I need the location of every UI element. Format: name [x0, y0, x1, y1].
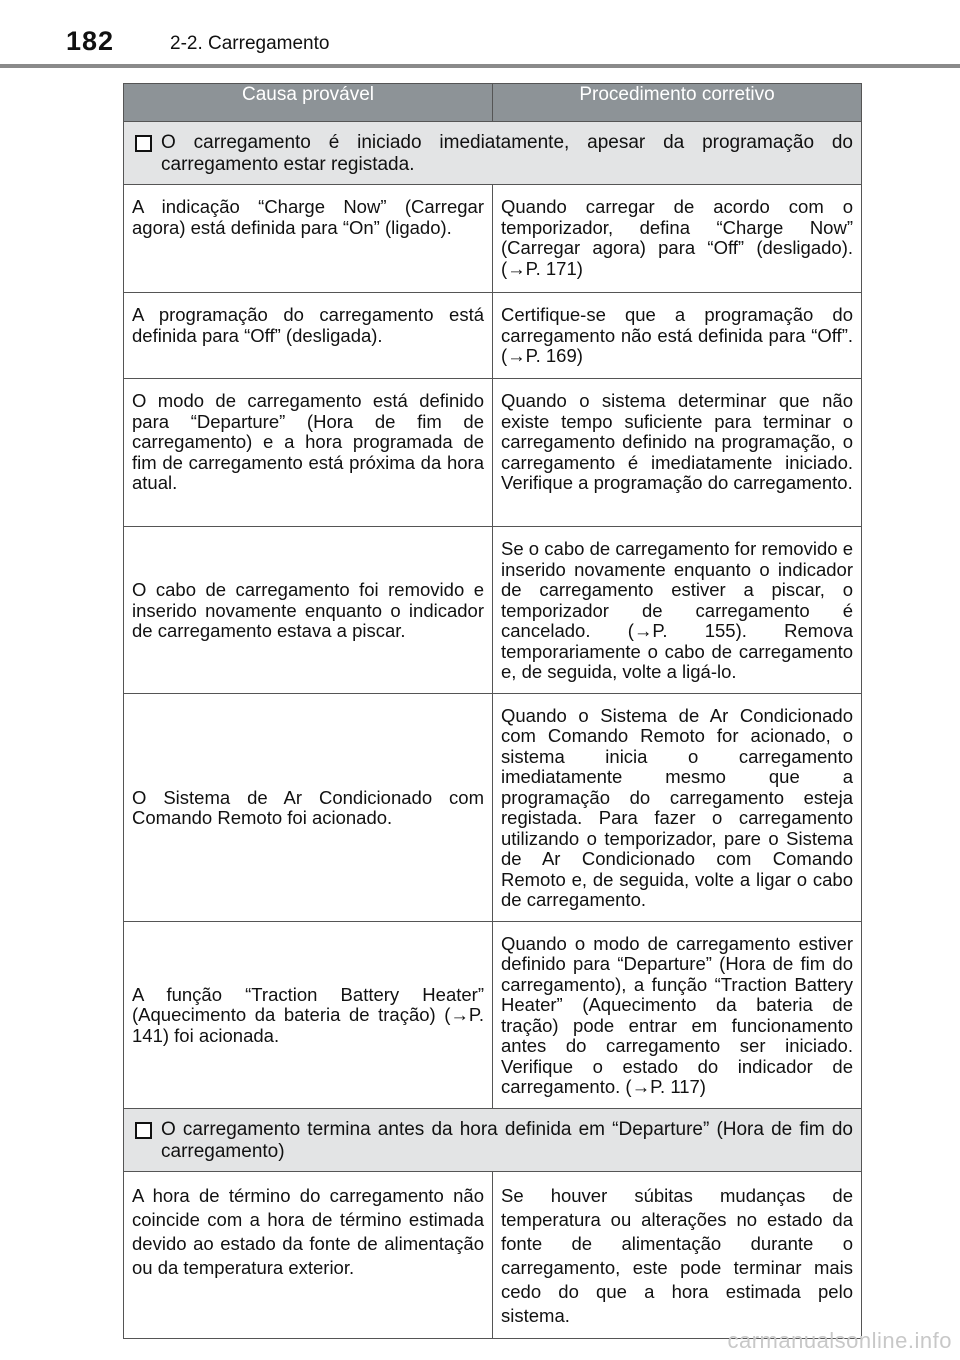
remedy-cell: Se o cabo de carregamento for removido e inserido novamente enquanto o indicador de carregamento estiver a piscar, o temporizador de carregamento é cancelado. (→P. 155). Remova temporariamente o cabo de carregamento e, de seguida, volte a ligá-lo.	[493, 527, 862, 694]
header-rule	[0, 64, 960, 68]
cause-cell: A indicação “Charge Now” (Carregar agora) está definida para “On” (ligado).	[124, 185, 493, 293]
cause-cell: O Sistema de Ar Condicionado com Comando Remoto foi acionado.	[124, 693, 493, 921]
column-header-cause: Causa provável	[124, 84, 493, 122]
group-title: O carregamento termina antes da hora definida em “Departure” (Hora de fim do carregamento)	[161, 1118, 853, 1162]
remedy-cell: Quando o sistema determinar que não existe tempo suficiente para terminar o carregamento definido na programação, o carregamento é imediatamente iniciado. Verifique a programação do carregamento.	[493, 379, 862, 527]
table-row	[124, 693, 862, 921]
remedy-cell: Certifique-se que a programação do carregamento não está definida para “Off”. (→P. 169)	[493, 293, 862, 379]
column-header-remedy: Procedimento corretivo	[493, 84, 862, 122]
cause-cell: A função “Traction Battery Heater” (Aquecimento da bateria de tração) (→P. 141) foi acionada.	[124, 921, 493, 1108]
group-title: O carregamento é iniciado imediatamente, apesar da programação do carregamento estar registada.	[161, 132, 853, 175]
group-row	[124, 122, 862, 185]
cause-cell: A programação do carregamento está definida para “Off” (desligada).	[124, 293, 493, 379]
group-row	[124, 1108, 862, 1171]
watermark: carmanualsonline.info	[727, 1328, 952, 1353]
remedy-cell: Quando carregar de acordo com o temporizador, defina “Charge Now” (Carregar agora) para “Off” (desligado). (→P. 171)	[493, 185, 862, 293]
section-title: 2-2. Carregamento	[170, 33, 330, 54]
checkbox-icon	[135, 1122, 152, 1139]
remedy-cell: Se houver súbitas mudanças de temperatura ou alterações no estado da fonte de alimentação durante o carregamento, este pode terminar mais cedo do que a hora estimada pelo sistema.	[493, 1171, 862, 1338]
table-row	[124, 379, 862, 527]
cause-cell: O modo de carregamento está definido para “Departure” (Hora de fim de carregamento) e a hora programada de fim de carregamento está próxima da hora atual.	[124, 379, 493, 527]
cause-cell: O cabo de carregamento foi removido e inserido novamente enquanto o indicador de carregamento estava a piscar.	[124, 527, 493, 694]
table-row	[124, 293, 862, 379]
troubleshooting-table	[123, 83, 862, 1339]
page-header	[0, 0, 960, 70]
table-row	[124, 185, 862, 293]
remedy-cell: Quando o Sistema de Ar Condicionado com Comando Remoto for acionado, o sistema inicia o carregamento imediatamente mesmo que a programação do carregamento esteja registada. Para fazer o carregamento utilizando o temporizador, pare o Sistema de Ar Condicionado com Comando Remoto e, de seguida, volte a ligar o cabo de carregamento.	[493, 693, 862, 921]
table-row	[124, 1171, 862, 1338]
checkbox-icon	[135, 135, 152, 152]
table-row	[124, 527, 862, 694]
remedy-cell: Quando o modo de carregamento estiver definido para “Departure” (Hora de fim do carregamento), a função “Traction Battery Heater” (Aquecimento da bateria de tração) pode entrar em funcionamento antes do carregamento ser iniciado. Verifique o estado do indicador de carregamento. (→P. 117)	[493, 921, 862, 1108]
cause-cell: A hora de término do carregamento não coincide com a hora de término estimada devido ao estado da fonte de alimentação ou da temperatura exterior.	[124, 1171, 493, 1338]
table-row	[124, 921, 862, 1108]
page-number: 182	[66, 26, 115, 56]
table-header-row	[124, 84, 862, 122]
